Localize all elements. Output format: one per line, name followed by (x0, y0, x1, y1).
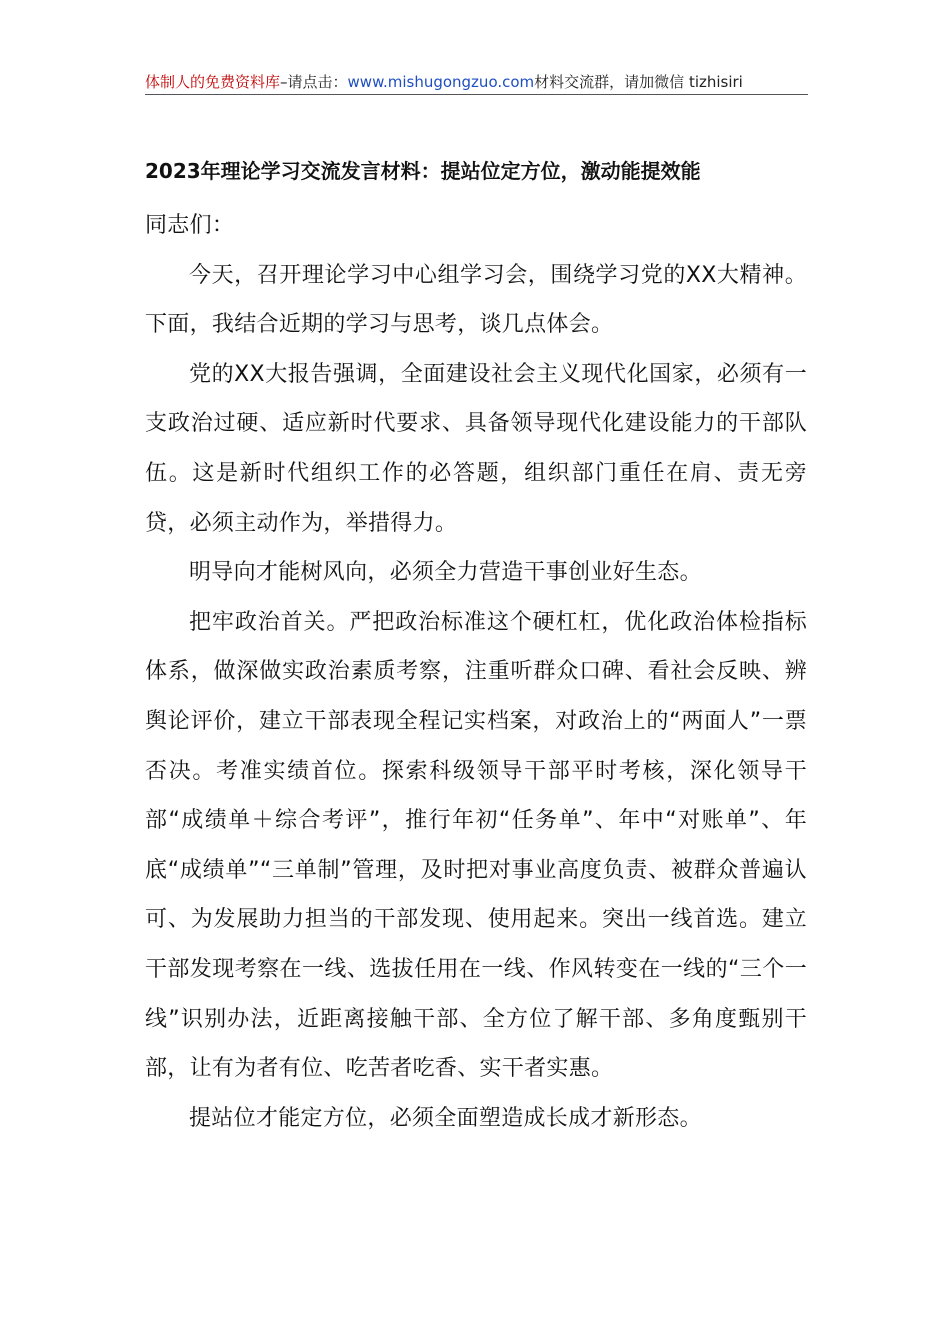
paragraph-5: 提站位才能定方位，必须全面塑造成长成才新形态。 (189, 1105, 702, 1131)
paragraph-4: 把牢政治首关。严把政治标准这个硬杠杠，优化政治体检指标体系，做深做实政治素质考察，注重听群众口碑、看社会反映、辨舆论评价，建立干部表现全程记实档案，对政治上的“两面人”一票否决。考准实绩首位。探索科级领导干部平时考核，深化领导干部“成绩单＋综合考评”，推行年初“任务单”、年中“对账单”、年底“成绩单”“三单制”管理，及时把对事业高度负责、被群众普遍认可、为发展助力担当的干部发现、使用起来。突出一线首选。建立干部发现考察在一线、选拔任用在一线、作风转变在一线的“三个一线”识别办法，近距离接触干部、全方位了解干部、多角度甄别干部，让有为者有位、吃苦者吃香、实干者实惠。 (145, 609, 807, 1082)
document-title: 2023年理论学习交流发言材料：提站位定方位，激动能提效能 (145, 159, 701, 183)
paragraph-3: 明导向才能树风向，必须全力营造干事创业好生态。 (189, 560, 702, 586)
paragraph-1: 今天，召开理论学习中心组学习会，围绕学习党的XX大精神。下面，我结合近期的学习与思考，谈几点体会。 (145, 262, 807, 338)
header-wechat-note: 材料交流群，请加微信 tizhisiri (534, 73, 743, 91)
header-prompt: –请点击： (280, 73, 348, 91)
header-site-name: 体制人的免费资料库 (145, 73, 281, 91)
page-header (145, 70, 808, 95)
paragraph-2: 党的XX大报告强调，全面建设社会主义现代化国家，必须有一支政治过硬、适应新时代要求、具备领导现代化建设能力的干部队伍。这是新时代组织工作的必答题，组织部门重任在肩、责无旁贷，必须主动作为，举措得力。 (145, 361, 807, 536)
document-body (145, 201, 807, 1143)
header-url-link[interactable]: www.mishugongzuo.com (347, 73, 535, 91)
salutation: 同志们： (145, 213, 235, 238)
